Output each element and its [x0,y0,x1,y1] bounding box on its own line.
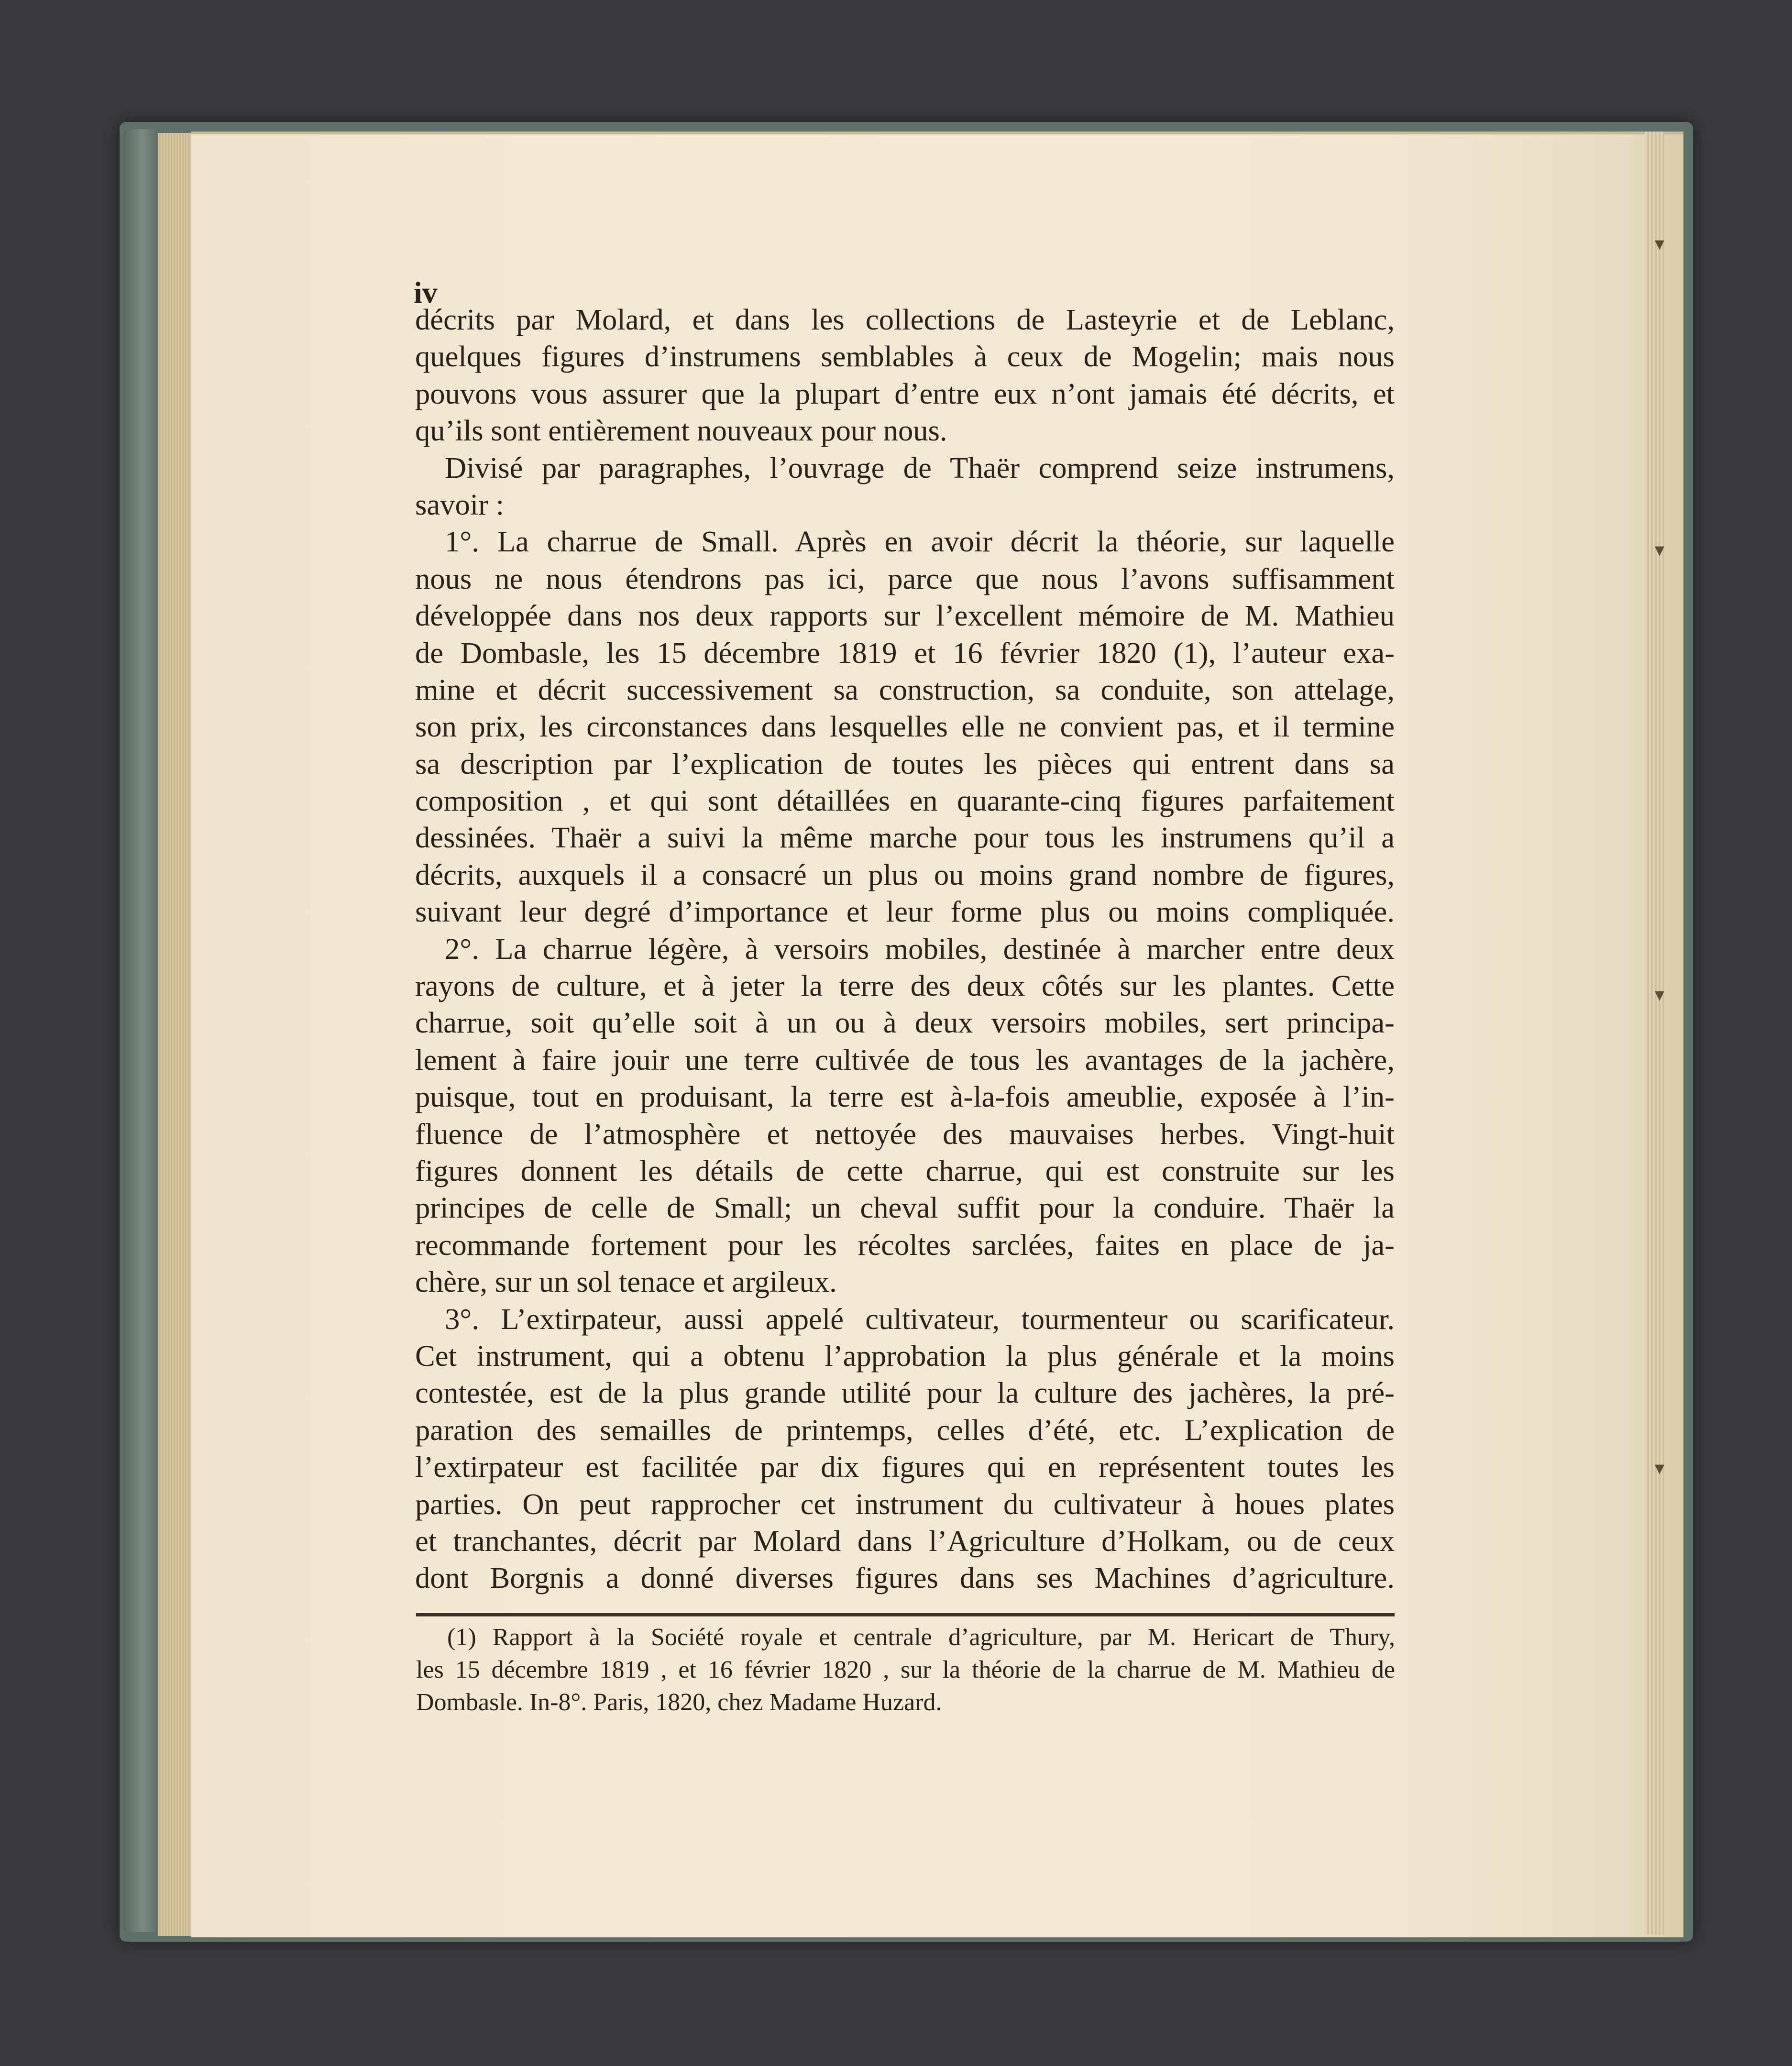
body-line: dont Borgnis a donné diverses figures dans ses Machines d’agriculture. [415,1561,1395,1595]
page-number: iv [414,275,438,309]
body-line: de Dombasle, les 15 décembre 1819 et 16 février 1820 (1), l’auteur exa- [415,636,1395,670]
body-line: quelques figures d’instrumens semblables à ceux de Mogelin; mais nous [415,340,1395,374]
body-line: 1°. La charrue de Small. Après en avoir décrit la théorie, sur laquelle [445,525,1395,559]
page-tab-marker: ▾ [1654,984,1665,1006]
body-line: décrits, auxquels il a consacré un plus ou moins grand nombre de figures, [415,857,1395,891]
body-line: fluence de l’atmosphère et nettoyée des mauvaises herbes. Vingt-huit [415,1117,1395,1151]
footnote-line: les 15 décembre 1819 , et 16 février 1820 , sur la théorie de la charrue de M. Mathieu de [416,1656,1395,1683]
body-line: principes de celle de Small; un cheval suffit pour la conduire. Thaër la [415,1191,1395,1225]
body-line: puisque, tout en produisant, la terre est à-la-fois ameublie, exposée à l’in- [415,1080,1395,1114]
body-line: composition , et qui sont détaillées en quarante-cinq figures parfaitement [415,784,1395,818]
body-line: développée dans nos deux rapports sur l’excellent mémoire de M. Mathieu [415,599,1395,633]
page-fore-edge [1645,132,1664,1934]
body-line: lement à faire jouir une terre cultivée de tous les avantages de la jachère, [415,1043,1395,1077]
body-line: pouvons vous assurer que la plupart d’entre eux n’ont jamais été décrits, et [415,376,1395,410]
body-line: et tranchantes, décrit par Molard dans l’Agriculture d’Holkam, ou de ceux [415,1524,1395,1558]
body-line: Cet instrument, qui a obtenu l’approbation la plus générale et la moins [415,1339,1395,1373]
body-line: paration des semailles de printemps, celles d’été, etc. L’explication de [415,1413,1395,1447]
body-line: contestée, est de la plus grande utilité pour la culture des jachères, la pré- [415,1376,1395,1410]
book-spine-edge [123,129,162,1932]
body-line: rayons de culture, et à jeter la terre des deux côtés sur les plantes. Cette [415,969,1395,1003]
footnote [416,1621,1395,1719]
body-line: suivant leur degré d’importance et leur forme plus ou moins compliquée. [415,895,1395,929]
body-line: figures donnent les détails de cette charrue, qui est construite sur les [415,1154,1395,1187]
body-line: Divisé par paragraphes, l’ouvrage de Thaër comprend seize instrumens, [445,451,1395,484]
footnote-rule [416,1613,1395,1616]
body-line: qu’ils sont entièrement nouveaux pour nous. [415,414,947,448]
body-line: 3°. L’extirpateur, aussi appelé cultivateur, tourmenteur ou scarificateur. [445,1302,1395,1336]
body-text [415,301,1395,1597]
body-line: charrue, soit qu’elle soit à un ou à deux versoirs mobiles, sert principa- [415,1006,1395,1040]
body-line: 2°. La charrue légère, à versoirs mobiles, destinée à marcher entre deux [445,932,1395,966]
body-line: dessinées. Thaër a suivi la même marche pour tous les instrumens qu’il a [415,821,1395,855]
body-line: son prix, les circonstances dans lesquelles elle ne convient pas, et il termine [415,710,1395,744]
body-line: chère, sur un sol tenace et argileux. [415,1265,837,1299]
footnote-line: (1) Rapport à la Société royale et centrale d’agriculture, par M. Hericart de Thury, [447,1624,1395,1651]
body-line: savoir : [415,487,505,521]
body-line: l’extirpateur est facilitée par dix figures qui en représentent toutes les [415,1450,1395,1484]
body-line: recommande fortement pour les récoltes sarclées, faites en place de ja- [415,1228,1395,1262]
body-line: décrits par Molard, et dans les collections de Lasteyrie et de Leblanc, [415,303,1395,336]
page-tab-marker: ▾ [1654,539,1665,561]
footnote-line: Dombasle. In-8°. Paris, 1820, chez Madame Huzard. [416,1689,942,1716]
page-tab-marker: ▾ [1654,233,1665,255]
body-line: nous ne nous étendrons pas ici, parce que nous l’avons suffisamment [415,561,1395,595]
page-tab-marker: ▾ [1654,1457,1665,1479]
body-line: mine et décrit successivement sa construction, sa conduite, son attelage, [415,672,1395,706]
page-stack-left [158,133,196,1936]
body-line: parties. On peut rapprocher cet instrument du cultivateur à houes plates [415,1487,1395,1521]
body-line: sa description par l’explication de toutes les pièces qui entrent dans sa [415,747,1395,780]
